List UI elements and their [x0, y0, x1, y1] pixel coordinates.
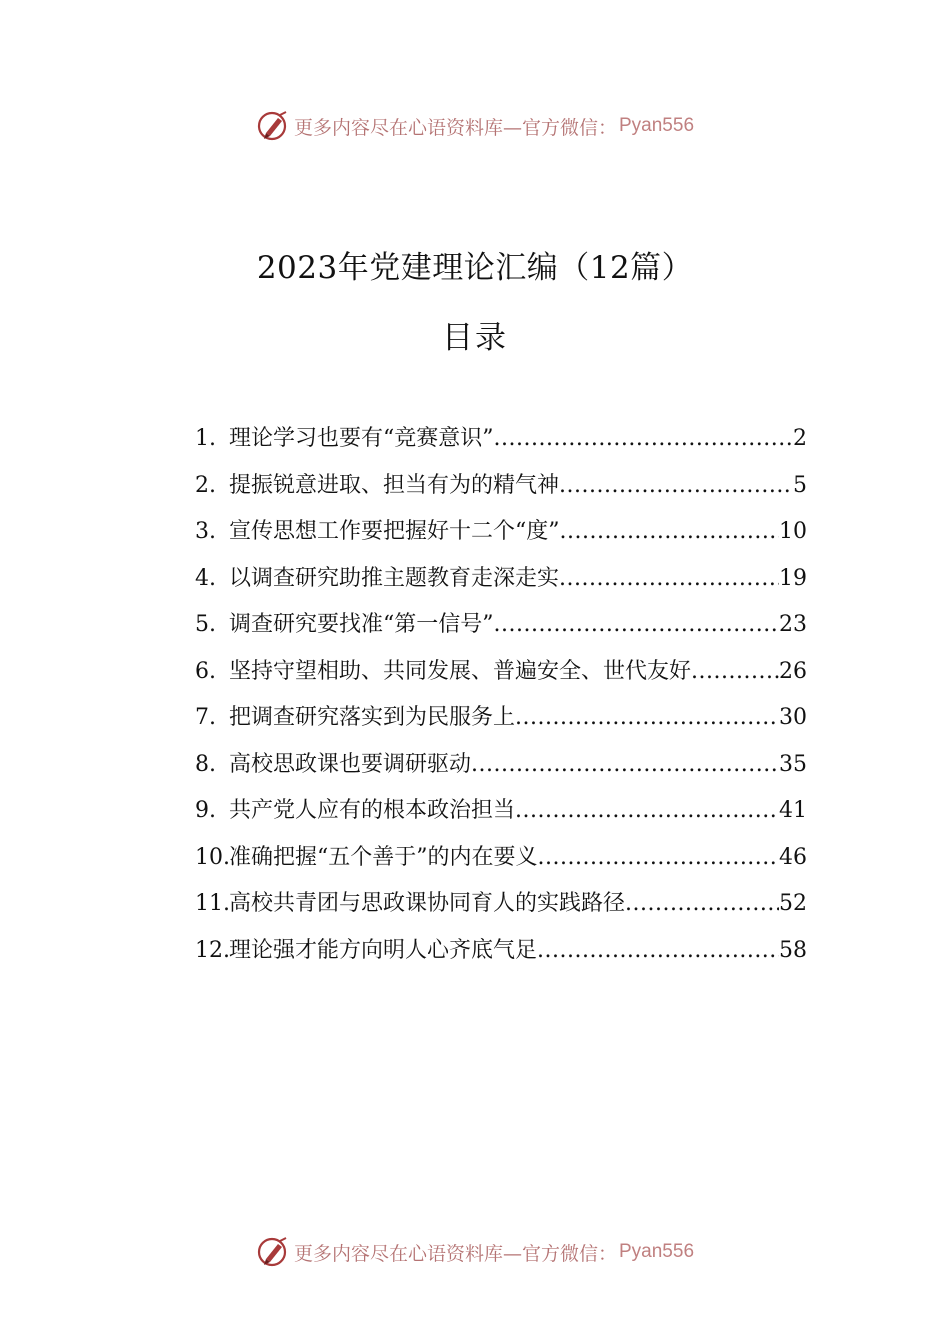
toc-entry-page: 23: [779, 612, 807, 638]
toc-leader-dots: [560, 521, 780, 543]
toc-entry-title: 调查研究要找准“第一信号”: [229, 612, 494, 638]
toc-entry-number: 9.: [195, 798, 216, 824]
toc-leader-dots: [559, 568, 779, 590]
toc-entry-number: 7.: [195, 705, 216, 731]
toc-heading: 目录: [442, 320, 508, 356]
toc-entry-title: 以调查研究助推主题教育走深走实: [229, 565, 560, 591]
toc-leader-dots: [515, 707, 779, 729]
toc-entry-title: 提振锐意进取、担当有为的精气神: [229, 472, 560, 498]
toc-entry-title: 理论强才能方向明人心齐底气足: [229, 937, 538, 963]
toc-leader-dots: [515, 800, 779, 822]
toc-entry-title: 理论学习也要有“竞赛意识”: [229, 426, 494, 452]
toc-entry-page: 35: [779, 751, 807, 777]
toc-entry-6[interactable]: [195, 649, 807, 696]
toc-entry-title: 共产党人应有的根本政治担当: [229, 798, 516, 824]
toc-entry-page: 52: [779, 891, 807, 917]
banner-text: 更多内容尽在心语资料库—官方微信：: [293, 116, 617, 139]
toc-entry-number: 5.: [195, 612, 216, 638]
toc-leader-dots: [625, 893, 779, 915]
toc-entry-3[interactable]: [195, 509, 807, 556]
toc-entry-4[interactable]: [195, 556, 807, 603]
toc-entry-number: 4.: [195, 565, 216, 591]
footer-banner: [0, 1232, 950, 1272]
header-banner: [0, 106, 950, 146]
toc-entry-8[interactable]: [195, 742, 807, 789]
toc-entry-1[interactable]: [195, 416, 807, 463]
toc-entry-title: 把调查研究落实到为民服务上: [229, 705, 516, 731]
table-of-contents: [195, 416, 807, 974]
toc-entry-9[interactable]: [195, 788, 807, 835]
document-title: 2023年党建理论汇编（12篇）: [256, 250, 694, 286]
banner-wechat-id: Pyan556: [619, 1241, 695, 1262]
pen-nib-logo-icon: [256, 109, 290, 143]
toc-entry-11[interactable]: [195, 881, 807, 928]
toc-entry-number: 6.: [195, 658, 216, 684]
toc-leader-dots: [494, 614, 780, 636]
toc-leader-dots: [691, 661, 779, 683]
toc-entry-2[interactable]: [195, 463, 807, 510]
toc-entry-number: 12.: [195, 937, 230, 963]
banner-wechat-id: Pyan556: [619, 115, 695, 136]
toc-entry-page: 2: [793, 426, 807, 452]
toc-entry-7[interactable]: [195, 695, 807, 742]
toc-entry-title: 坚持守望相助、共同发展、普遍安全、世代友好: [229, 658, 692, 684]
toc-entry-page: 26: [779, 658, 807, 684]
toc-leader-dots: [559, 475, 793, 497]
toc-entry-number: 2.: [195, 472, 216, 498]
toc-entry-page: 58: [779, 937, 807, 963]
toc-leader-dots: [538, 847, 780, 869]
toc-entry-page: 46: [779, 844, 807, 870]
toc-leader-dots: [471, 754, 779, 776]
pen-nib-logo-icon: [256, 1235, 290, 1269]
toc-entry-12[interactable]: [195, 928, 807, 975]
toc-entry-number: 8.: [195, 751, 216, 777]
banner-text: 更多内容尽在心语资料库—官方微信：: [293, 1242, 617, 1265]
toc-entry-page: 30: [779, 705, 807, 731]
toc-entry-title: 宣传思想工作要把握好十二个“度”: [229, 519, 560, 545]
toc-entry-number: 1.: [195, 426, 216, 452]
toc-leader-dots: [537, 940, 779, 962]
toc-entry-10[interactable]: [195, 835, 807, 882]
toc-entry-page: 41: [779, 798, 807, 824]
toc-entry-title: 高校思政课也要调研驱动: [229, 751, 472, 777]
toc-entry-5[interactable]: [195, 602, 807, 649]
toc-entry-title: 准确把握“五个善于”的内在要义: [229, 844, 538, 870]
toc-entry-title: 高校共青团与思政课协同育人的实践路径: [229, 891, 626, 917]
toc-leader-dots: [494, 428, 794, 450]
toc-entry-page: 5: [793, 472, 807, 498]
toc-entry-page: 10: [779, 519, 807, 545]
toc-entry-number: 3.: [195, 519, 216, 545]
toc-entry-page: 19: [779, 565, 807, 591]
toc-entry-number: 10.: [195, 844, 230, 870]
toc-entry-number: 11.: [195, 891, 230, 917]
